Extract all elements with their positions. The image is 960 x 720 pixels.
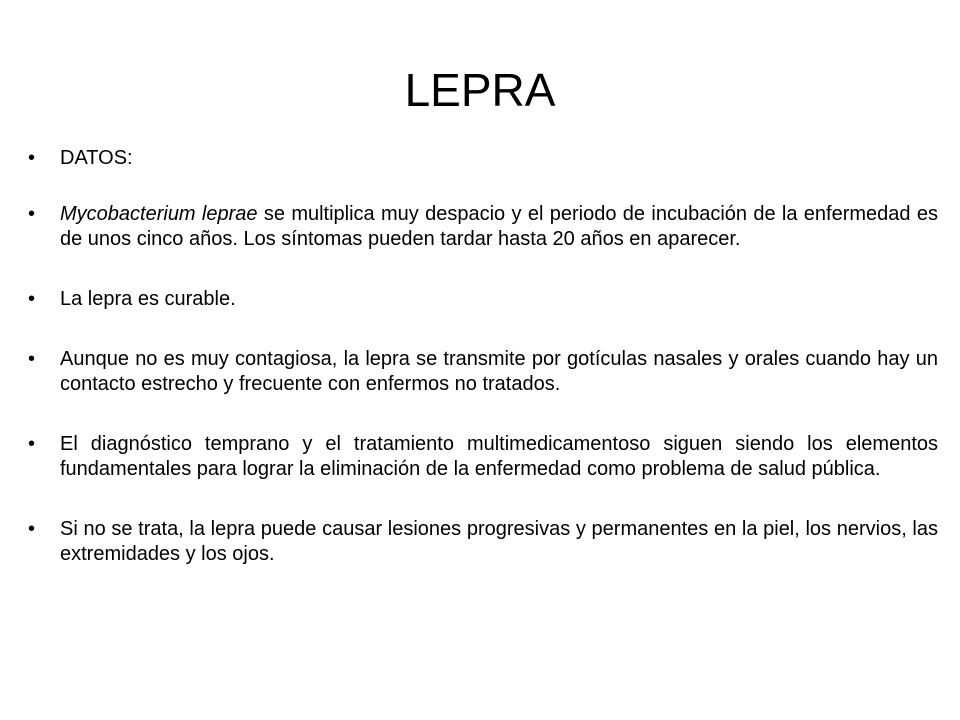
bullet-text: El diagnóstico temprano y el tratamiento multimedicamentoso siguen siendo los elementos fundamentales para lograr la eliminación de la enfermedad como problema de salud pública.	[60, 433, 938, 480]
bullet-dot-icon: •	[28, 147, 36, 169]
bullet-item-consecuencias	[28, 517, 938, 567]
bullet-text: Aunque no es muy contagiosa, la lepra se transmite por gotículas nasales y orales cuando hay un contacto estrecho y frecuente con enfermos no tratados.	[60, 348, 938, 395]
bullet-item-datos	[28, 146, 938, 171]
bullet-italic-term: Mycobacterium leprae	[60, 203, 258, 225]
bullet-item-diagnostico	[28, 432, 938, 482]
bullet-item-mycobacterium	[28, 202, 938, 252]
bullet-dot-icon: •	[28, 433, 36, 455]
bullet-dot-icon: •	[28, 348, 36, 370]
bullet-text: DATOS:	[60, 147, 133, 169]
bullet-text: Si no se trata, la lepra puede causar lesiones progresivas y permanentes en la piel, los nervios, las extremidades y los ojos.	[60, 518, 938, 565]
bullet-item-curable	[28, 287, 938, 312]
bullet-dot-icon: •	[28, 518, 36, 540]
bullet-dot-icon: •	[28, 288, 36, 310]
slide-title: LEPRA	[404, 64, 556, 116]
bullet-text: se multiplica muy despacio y el periodo de incubación de la enfermedad es de unos cinco años. Los síntomas pueden tardar hasta 20 años en aparecer.	[60, 203, 939, 250]
bullet-text: La lepra es curable.	[60, 288, 236, 310]
bullet-list	[28, 146, 938, 567]
bullet-dot-icon: •	[28, 203, 36, 225]
bullet-item-transmision	[28, 347, 938, 397]
